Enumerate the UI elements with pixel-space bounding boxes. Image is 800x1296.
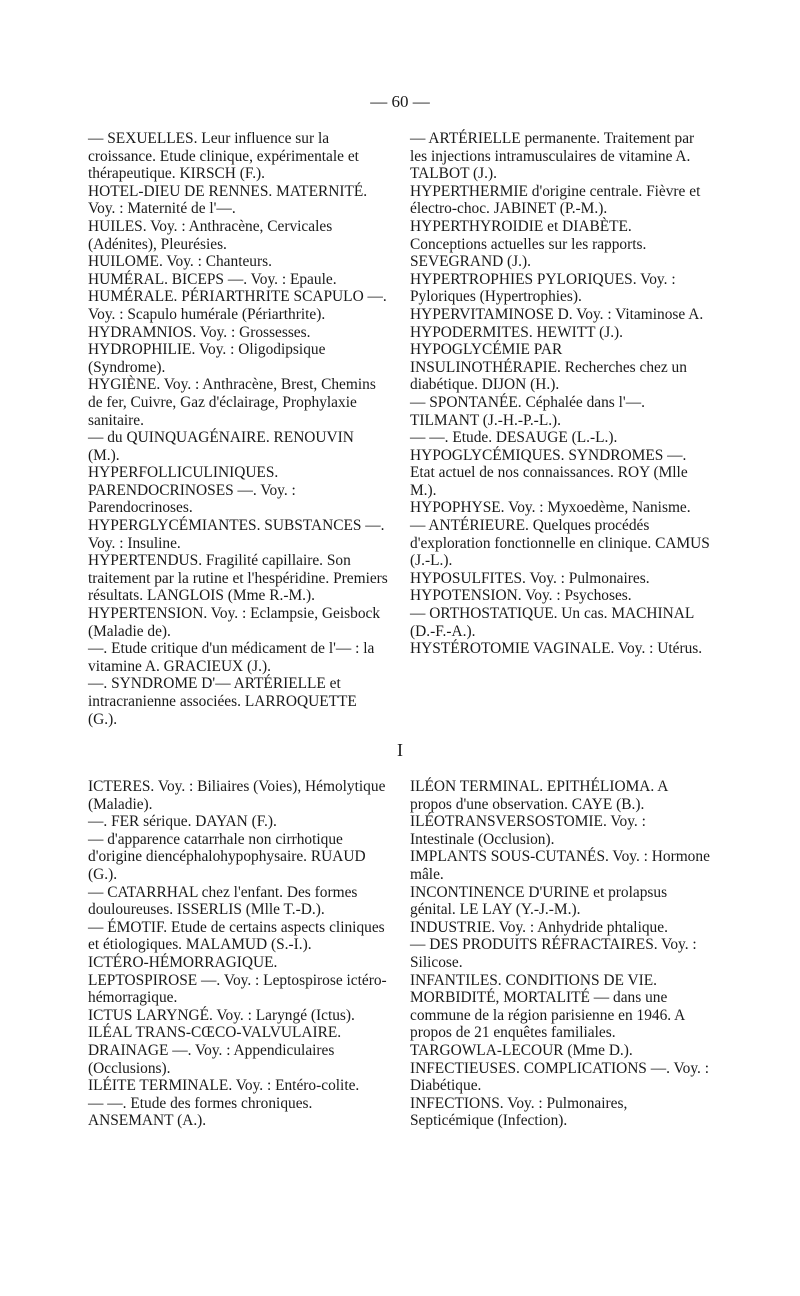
index-entry: HUILOME. Voy. : Chanteurs. [88,253,272,271]
index-entry: — d'apparence catarrhale non cirrhotique d'origine diencéphalohypophysaire. RUAUD (G.). [88,830,366,883]
index-entry: — ORTHOSTATIQUE. Un cas. MACHINAL (D.-F.-A.). [410,605,694,640]
index-column-top-left [88,130,388,728]
index-entry: HYPOSULFITES. Voy. : Pulmonaires. [410,569,650,587]
index-entry: — ARTÉRIELLE permanente. Traitement par les injections intramusculaires de vitamine A. TALBOT (J.). [410,130,695,183]
index-entry: HYPERTENSION. Voy. : Eclampsie, Geisbock (Maladie de). [88,605,381,640]
index-entry: HYPERTHERMIE d'origine centrale. Fièvre et électro-choc. JABINET (P.-M.). [410,182,701,218]
index-entry: — ÉMOTIF. Etude de certains aspects cliniques et étiologiques. MALAMUD (S.-I.). [88,918,385,954]
index-entry: ILÉITE TERMINALE. Voy. : Entéro-colite. [88,1077,360,1095]
index-entry: HYPOGLYCÉMIE PAR INSULINOTHÉRAPIE. Recherches chez un diabétique. DIJON (H.). [410,341,687,394]
index-entry: HYPOTENSION. Voy. : Psychoses. [410,587,632,605]
index-entry: HYDRAMNIOS. Voy. : Grossesses. [88,323,311,341]
index-entry: INFANTILES. CONDITIONS DE VIE. MORBIDITÉ, MORTALITÉ — dans une commune de la région parisienne en 1946. A propos de 21 enquêtes familiales. TARGOWLA-LECOUR (Mme D.). [410,971,685,1059]
index-column-bottom-right [410,778,710,1130]
index-entry: HUILES. Voy. : Anthracène, Cervicales (Adénites), Pleurésies. [88,217,333,253]
index-entry: HUMÉRAL. BICEPS —. Voy. : Epaule. [88,270,337,288]
index-entry: HYPERVITAMINOSE D. Voy. : Vitaminose A. [410,305,704,323]
index-entry: HYSTÉROTOMIE VAGINALE. Voy. : Utérus. [410,640,703,658]
index-entry: —. FER sérique. DAYAN (F.). [88,813,277,831]
index-entry: HUMÉRALE. PÉRIARTHRITE SCAPULO —. Voy. : Scapulo humérale (Périarthrite). [88,288,387,323]
section-letter: I [397,740,403,760]
index-entry: — DES PRODUITS RÉFRACTAIRES. Voy. : Silicose. [410,936,697,971]
index-entry: — du QUINQUAGÉNAIRE. RENOUVIN (M.). [88,429,354,464]
page-number: — 60 — [370,92,430,111]
index-entry: HYPERTHYROIDIE et DIABÈTE. Conceptions actuelles sur les rapports. SEVEGRAND (J.). [410,217,647,271]
index-entry: INFECTIONS. Voy. : Pulmonaires, Septicémique (Infection). [410,1094,628,1130]
index-entry: — ANTÉRIEURE. Quelques procédés d'exploration fonctionnelle en clinique. CAMUS (J.-L.). [410,517,710,570]
index-entry: ILÉON TERMINAL. EPITHÉLIOMA. A propos d'une observation. CAYE (B.). [410,778,668,813]
index-entry: ICTERES. Voy. : Biliaires (Voies), Hémolytique (Maladie). [88,778,386,813]
index-entry: ICTUS LARYNGÉ. Voy. : Laryngé (Ictus). [88,1006,355,1024]
index-entry: — —. Etude. DESAUGE (L.-L.). [410,429,618,447]
index-entry: HYPOGLYCÉMIQUES. SYNDROMES —. Etat actuel de nos connaissances. ROY (Mlle M.). [410,446,688,499]
index-entry: —. Etude critique d'un médicament de l'— : la vitamine A. GRACIEUX (J.). [88,640,375,675]
index-entry: HYPERTENDUS. Fragilité capillaire. Son traitement par la rutine et l'hespéridine. Premiers résultats. LANGLOIS (Mme R.-M.). [88,552,388,605]
index-entry: HYGIÈNE. Voy. : Anthracène, Brest, Chemins de fer, Cuivre, Gaz d'éclairage, Prophylaxie sanitaire. [88,376,376,429]
index-entry: — SPONTANÉE. Céphalée dans l'—. TILMANT (J.-H.-P.-L.). [410,393,645,429]
index-column-top-right [410,130,710,658]
index-entry: — CATARRHAL chez l'enfant. Des formes douloureuses. ISSERLIS (Mlle T.-D.). [88,883,358,919]
index-entry: HYPERFOLLICULINIQUES. PARENDOCRINOSES —. Voy. : Parendocrinoses. [88,464,296,517]
index-entry: — SEXUELLES. Leur influence sur la croissance. Etude clinique, expérimentale et thérapeutique. KIRSCH (F.). [88,130,359,183]
index-entry: HYPERGLYCÉMIANTES. SUBSTANCES —. Voy. : Insuline. [88,517,385,552]
index-entry: INFECTIEUSES. COMPLICATIONS —. Voy. : Diabétique. [410,1059,710,1095]
index-column-bottom-left [88,778,388,1130]
index-entry: INCONTINENCE D'URINE et prolapsus génital. LE LAY (Y.-J.-M.). [410,883,668,919]
index-entry: HYDROPHILIE. Voy. : Oligodipsique (Syndrome). [88,341,326,376]
index-entry: HYPERTROPHIES PYLORIQUES. Voy. : Pyloriques (Hypertrophies). [410,270,676,306]
index-entry: ILÉAL TRANS-CŒCO-VALVULAIRE. DRAINAGE —. Voy. : Appendiculaires (Occlusions). [88,1024,342,1077]
index-entry: HOTEL-DIEU DE RENNES. MATERNITÉ. Voy. : Maternité de l'—. [88,182,368,218]
index-entry: IMPLANTS SOUS-CUTANÉS. Voy. : Hormone mâle. [410,848,710,883]
index-entry: HYPODERMITES. HEWITT (J.). [410,323,624,341]
index-entry: — —. Etude des formes chroniques. ANSEMANT (A.). [88,1094,313,1130]
index-entry: INDUSTRIE. Voy. : Anhydride phtalique. [410,918,668,936]
index-entry: ILÉOTRANSVERSOSTOMIE. Voy. : Intestinale (Occlusion). [410,813,646,848]
index-entry: HYPOPHYSE. Voy. : Myxoedème, Nanisme. [410,499,691,517]
index-entry: —. SYNDROME D'— ARTÉRIELLE et intracranienne associées. LARROQUETTE (G.). [88,675,357,728]
index-entry: ICTÉRO-HÉMORRAGIQUE. LEPTOSPIROSE —. Voy. : Leptospirose ictéro-hémorragique. [88,953,387,1007]
